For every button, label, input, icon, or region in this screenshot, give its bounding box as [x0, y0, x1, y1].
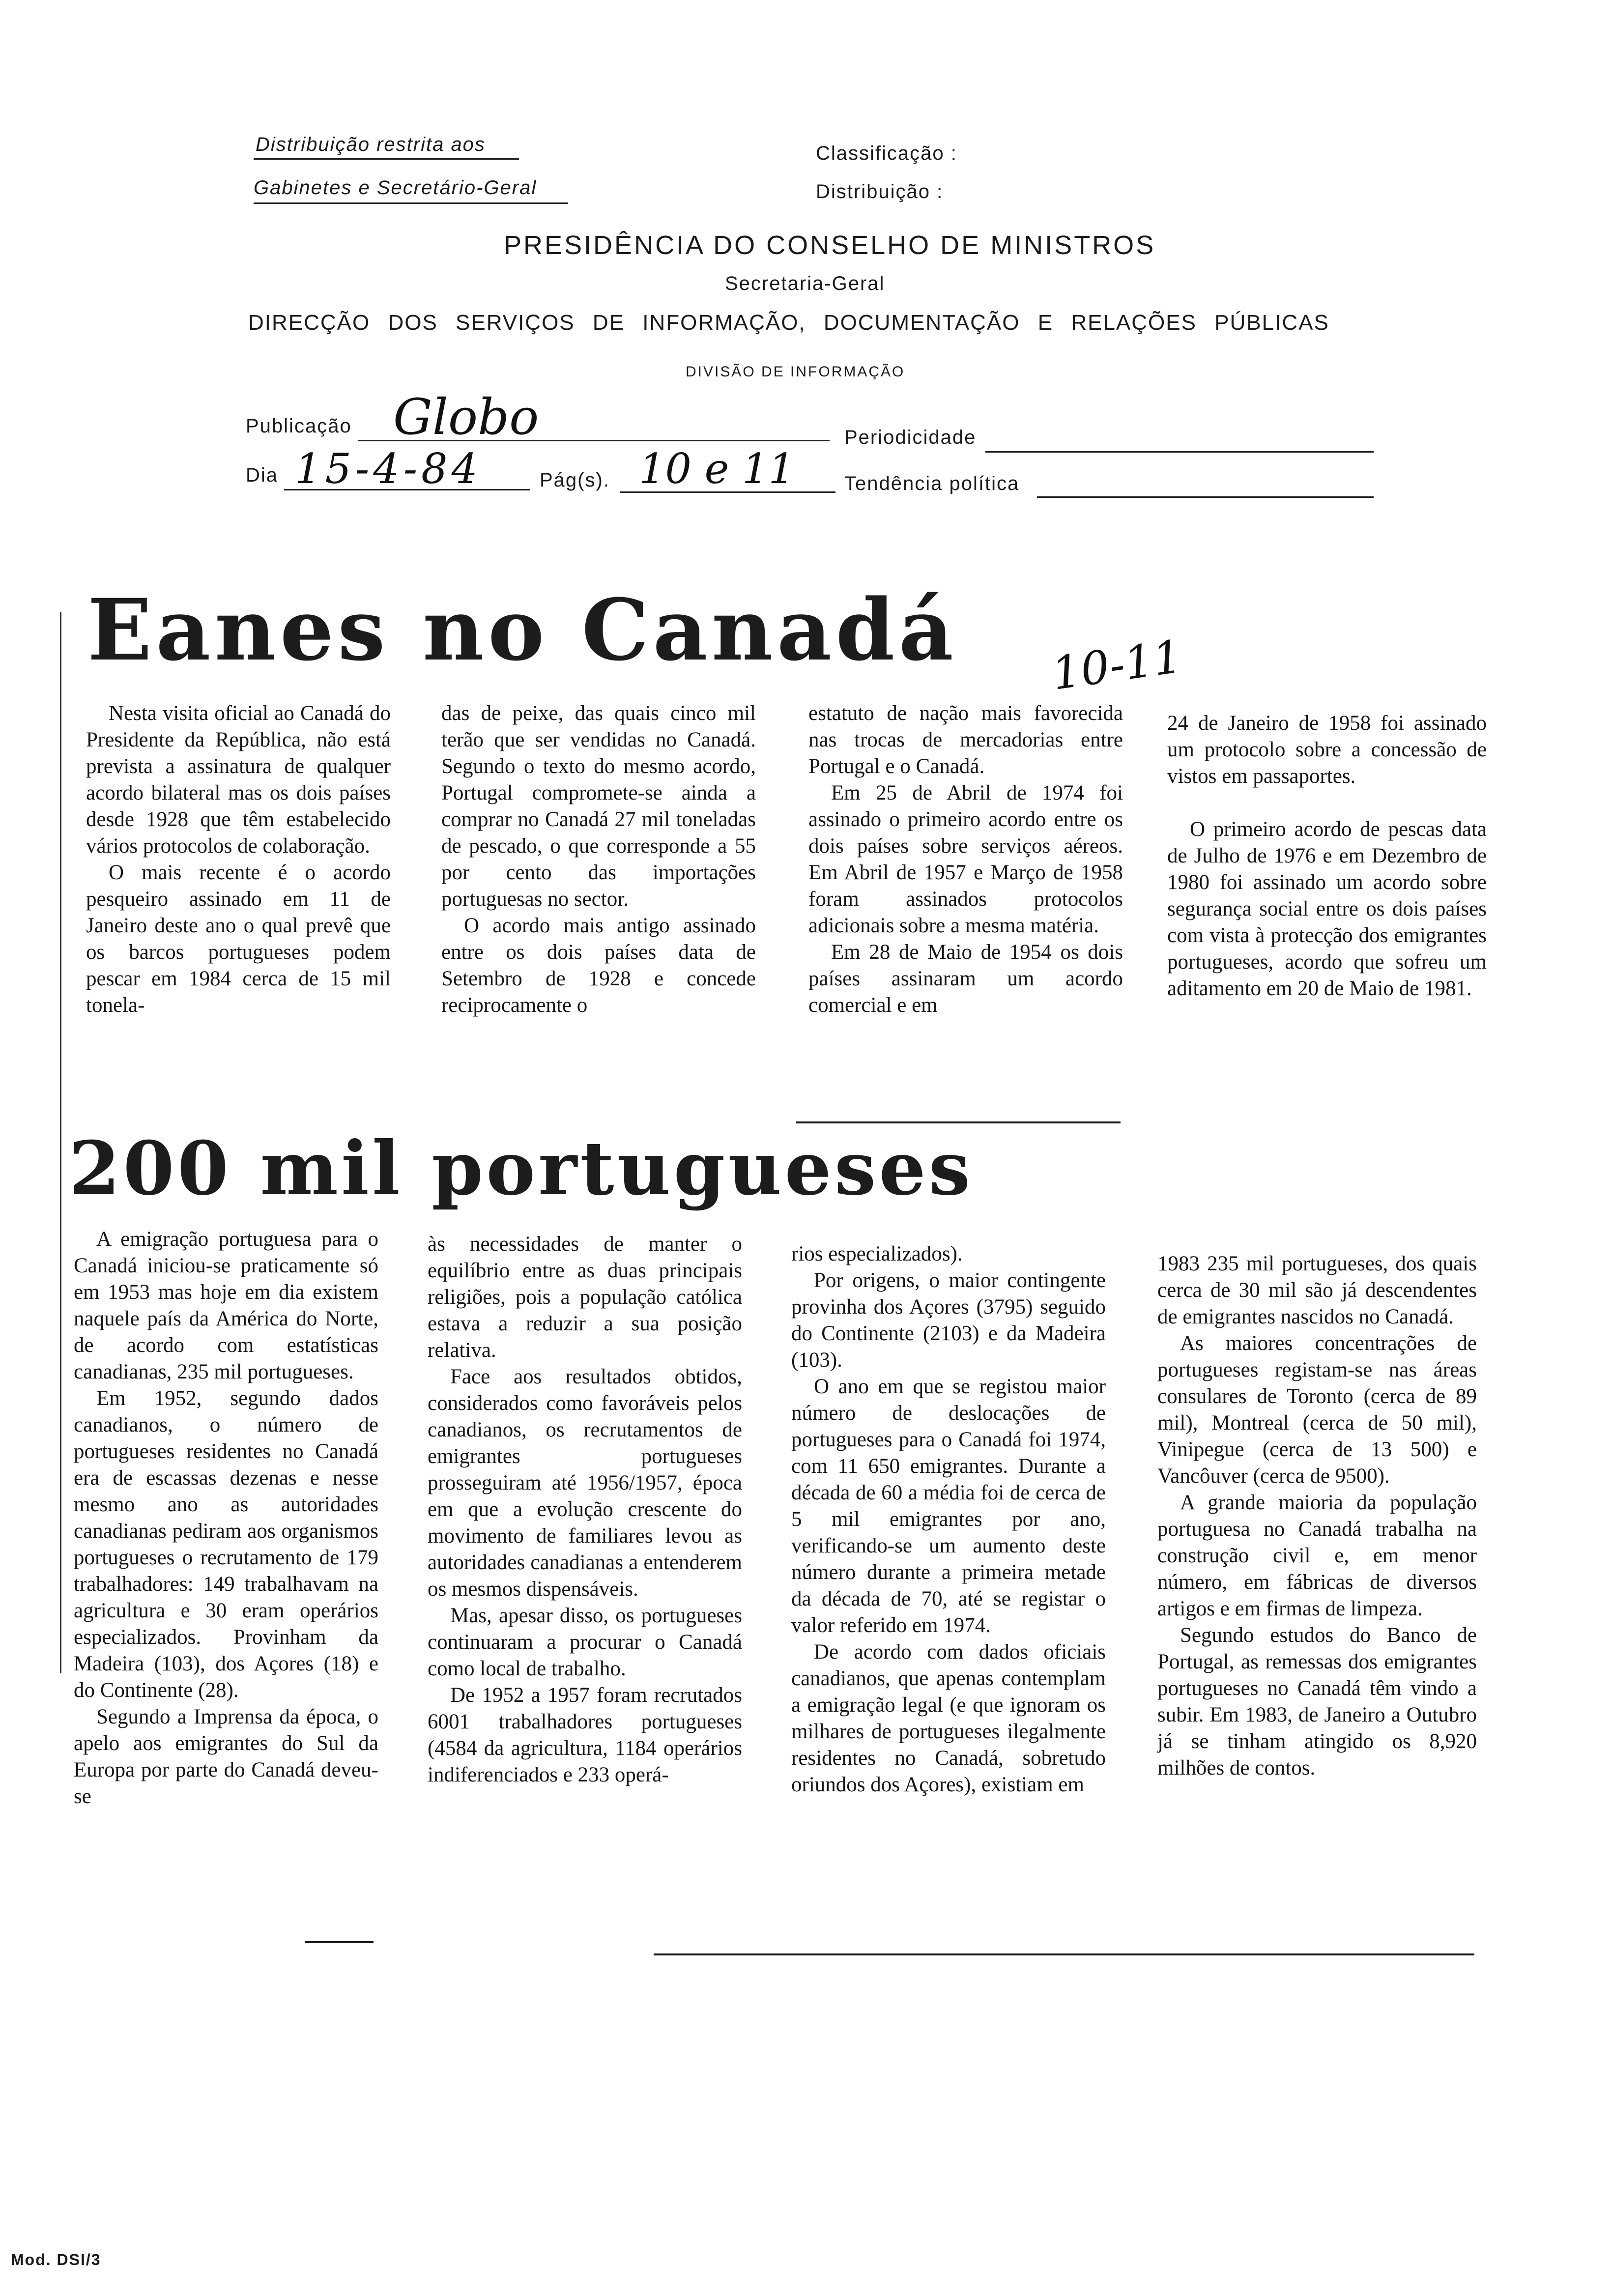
handwritten-page-annotation: 10-11	[1048, 630, 1185, 700]
publicacao-value: Globo	[393, 388, 539, 446]
article2-col2-para: Face aos resultados obtidos, considerados como favoráveis pelos canadianos, os recrutamentos de emigrantes portugueses prosseguiram até 1956/1957, época em que a evolução crescente do movimento de familiares levou as autoridades canadianas a entenderem os mesmos dispensáveis.	[428, 1365, 742, 1601]
distribuicao-label: Distribuição :	[816, 181, 944, 202]
pags-value: 10 e 11	[639, 445, 795, 493]
article1-col3-para: Em 25 de Abril de 1974 foi assinado o primeiro acordo entre os dois países sobre serviços aéreos. Em Abril de 1957 e Março de 1958 foram assinados protocolos adicionais sobre a mesma matéria.	[808, 781, 1123, 937]
article2-col3-para: rios especializados).	[791, 1242, 963, 1265]
article2-bottom-rule-short	[305, 1941, 374, 1943]
left-margin-line	[60, 612, 61, 1673]
article1-col1-para: Nesta visita oficial ao Canadá do Presidente da República, não está prevista a assinatura de qualquer acordo bilateral mas os dois países desde 1928 que têm estabelecido vários protocolos de colaboração.	[86, 702, 391, 858]
pags-underline	[620, 491, 835, 493]
article2-col1-para: Em 1952, segundo dados canadianos, o número de portugueses residentes no Canadá era de escassas dezenas e nesse mesmo ano as autoridades canadianas pediram aos organismos portugueses o recrutamento de 179 trabalhadores: 149 trabalhavam na agricultura e 30 eram operários especializados. Provinham da Madeira (103), dos Açores (18) e do Continente (28).	[74, 1387, 378, 1702]
article2-col2-para: Mas, apesar disso, os portugueses continuaram a procurar o Canadá como local de trabalho.	[428, 1604, 742, 1680]
publicacao-label: Publicação	[246, 415, 352, 437]
direccao-line: DIRECÇÃO DOS SERVIÇOS DE INFORMAÇÃO, DOCUMENTAÇÃO E RELAÇÕES PÚBLICAS	[248, 311, 1329, 335]
article1-col3-para: Em 28 de Maio de 1954 os dois países assinaram um acordo comercial e em	[808, 941, 1123, 1017]
article2-col3-para: Por origens, o maior contingente provinha dos Açores (3795) seguido do Continente (2103) e da Madeira (103).	[791, 1269, 1106, 1372]
article1-bottom-rule	[796, 1121, 1121, 1123]
article1-column-2	[441, 700, 756, 1019]
article2-col3-para: De acordo com dados oficiais canadianos, que apenas contemplam a emigração legal (e que ignoram os milhares de portugueses ilegalmente residentes no Canadá, sobretudo oriundos dos Açores), existiam em	[791, 1640, 1106, 1796]
article1-headline: Eanes no Canadá	[87, 580, 957, 680]
article1-col3-para: estatuto de nação mais favorecida nas trocas de mercadorias entre Portugal e o Canadá.	[808, 702, 1123, 778]
article2-column-2	[428, 1231, 742, 1788]
article2-col4-para: A grande maioria da população portuguesa no Canadá trabalha na construção civil e, em menor número, em fábricas de diversos artigos e em firmas de limpeza.	[1157, 1491, 1477, 1620]
presidencia-title: PRESIDÊNCIA DO CONSELHO DE MINISTROS	[504, 230, 1156, 260]
dia-value: 15-4-84	[295, 445, 482, 493]
article1-col2-para: das de peixe, das quais cinco mil terão que ser vendidas no Canadá. Segundo o texto do mesmo acordo, Portugal compromete-se ainda a comprar no Canadá 27 mil toneladas de pescado, o que corresponde a 55 por cento das importações portuguesas no sector.	[441, 702, 756, 911]
periodicidade-underline	[985, 451, 1374, 453]
dia-underline	[284, 489, 530, 490]
tendencia-label: Tendência política	[844, 473, 1020, 494]
tendencia-underline	[1037, 496, 1374, 498]
article1-column-3	[808, 700, 1123, 1019]
article2-col1-para: Segundo a Imprensa da época, o apelo aos emigrantes do Sul da Europa por parte do Canadá deveu-se	[74, 1705, 378, 1808]
restriction-line-1: Distribuição restrita aos	[256, 134, 486, 155]
secretaria-subtitle: Secretaria-Geral	[725, 273, 885, 294]
article2-column-4	[1157, 1251, 1477, 1781]
pags-label: Pág(s).	[540, 469, 610, 491]
article1-column-4	[1167, 710, 1487, 1002]
article2-col4-para: Segundo estudos do Banco de Portugal, as remessas dos emigrantes portugueses no Canadá têm vindo a subir. Em 1983, de Janeiro a Outubro já se tinham atingido os 8,920 milhões de contos.	[1157, 1624, 1477, 1779]
publicacao-underline	[358, 440, 830, 441]
article1-column-1	[86, 700, 391, 1019]
dia-label: Dia	[246, 464, 279, 486]
article1-col4-para: O primeiro acordo de pescas data de Julho de 1976 e em Dezembro de 1980 foi assinado um acordo sobre segurança social entre os dois países com vista à protecção dos emigrantes portugueses, acordo que sofreu um aditamento em 20 de Maio de 1981.	[1167, 818, 1487, 1000]
restriction-line-2: Gabinetes e Secretário-Geral	[254, 177, 537, 199]
restriction-underline-1	[254, 158, 519, 160]
article2-col2-para: às necessidades de manter o equilíbrio entre as duas principais religiões, pois a população católica estava a reduzir a sua posição relativa.	[428, 1233, 742, 1362]
article2-column-3	[791, 1241, 1106, 1798]
form-model-code: Mod. DSI/3	[11, 2251, 101, 2268]
periodicidade-label: Periodicidade	[844, 427, 977, 448]
article2-column-1	[74, 1226, 378, 1810]
divisao-line: DIVISÃO DE INFORMAÇÃO	[686, 364, 905, 380]
article1-col1-para: O mais recente é o acordo pesqueiro assinado em 11 de Janeiro deste ano o qual prevê que os barcos portugueses podem pescar em 1984 cerca de 15 mil tonela-	[86, 861, 391, 1017]
article1-col4-para: 24 de Janeiro de 1958 foi assinado um protocolo sobre a concessão de vistos em passaportes.	[1167, 712, 1487, 788]
article2-col2-para: De 1952 a 1957 foram recrutados 6001 trabalhadores portugueses (4584 da agricultura, 1184 operários indiferenciados e 233 operá-	[428, 1684, 742, 1786]
restriction-underline-2	[254, 202, 568, 204]
classificacao-label: Classificação :	[816, 143, 957, 164]
article2-col1-para: A emigração portuguesa para o Canadá iniciou-se praticamente só em 1953 mas hoje em dia existem naquele país da América do Norte, de acordo com estatísticas canadianas, 235 mil portugueses.	[74, 1228, 378, 1383]
article2-headline: 200 mil portugueses	[69, 1125, 974, 1212]
article2-col3-para: O ano em que se registou maior número de deslocações de portugueses para o Canadá foi 1974, com 11 650 emigrantes. Durante a década de 60 a média foi de cerca de 5 mil emigrantes por ano, verificando-se um aumento deste número durante a primeira metade da década de 70, até se registar o valor referido em 1974.	[791, 1375, 1106, 1637]
article2-bottom-rule	[654, 1953, 1474, 1955]
article2-col4-para: As maiores concentrações de portugueses registam-se nas áreas consulares de Toronto (cerca de 89 mil), Montreal (cerca de 50 mil), Vinipegue (cerca de 13 500) e Vancôuver (cerca de 9500).	[1157, 1332, 1477, 1488]
article2-col4-para: 1983 235 mil portugueses, dos quais cerca de 30 mil são já descendentes de emigrantes nascidos no Canadá.	[1157, 1252, 1477, 1328]
article1-col2-para: O acordo mais antigo assinado entre os dois países data de Setembro de 1928 e concede reciprocamente o	[441, 914, 756, 1017]
